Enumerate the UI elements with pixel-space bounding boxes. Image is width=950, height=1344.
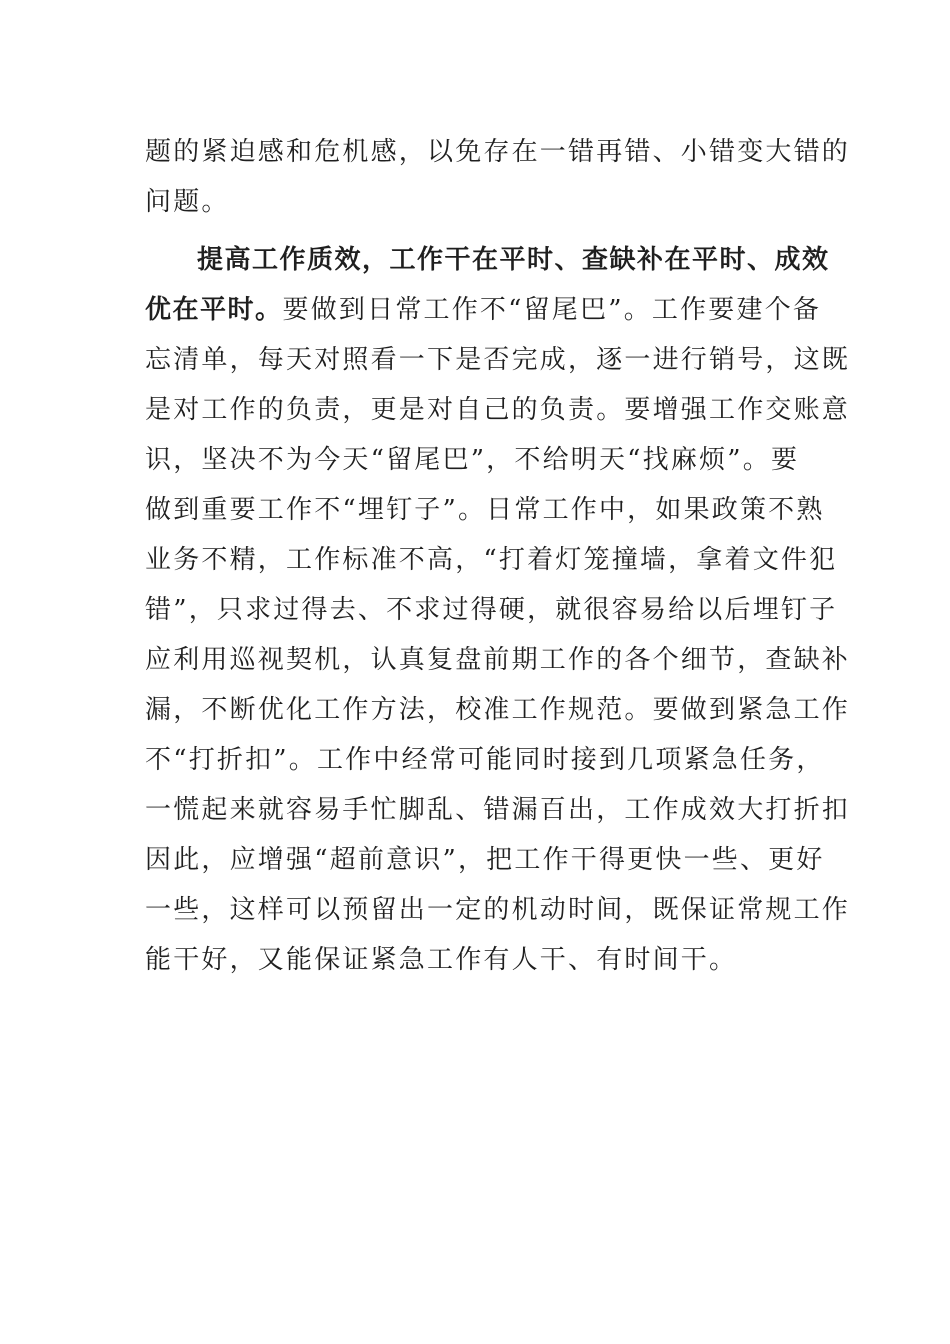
bold-heading-fragment: 优在平时。: [145, 295, 283, 325]
text-line: 业务不精，工作标准不高，“打着灯笼撞墙，拿着文件犯: [145, 545, 838, 575]
text-line: 做到重要工作不“埋钉子”。日常工作中，如果政策不熟: [145, 495, 825, 525]
text-line: 题的紧迫感和危机感，以免存在一错再错、小错变大错的: [145, 137, 851, 167]
text-line: 识，坚决不为今天“留尾巴”，不给明天“找麻烦”。要: [145, 445, 800, 475]
text-line: 问题。: [145, 187, 230, 217]
text-line: 是对工作的负责，更是对自己的负责。要增强工作交账意: [145, 395, 851, 425]
text-line: 能干好，又能保证紧急工作有人干、有时间干。: [145, 945, 738, 975]
text-line: 漏，不断优化工作方法，校准工作规范。要做到紧急工作: [145, 695, 851, 725]
text-line: 因此，应增强“超前意识”，把工作干得更快一些、更好: [145, 845, 825, 875]
text-line: 忘清单，每天对照看一下是否完成，逐一进行销号，这既: [145, 345, 851, 375]
paragraph-spacer: [145, 227, 805, 235]
document-body: [145, 127, 851, 985]
text-line: 错”，只求过得去、不求过得硬，就很容易给以后埋钉子: [145, 595, 838, 625]
text-line: 不“打折扣”。工作中经常可能同时接到几项紧急任务，: [145, 745, 825, 775]
text-line: 一些，这样可以预留出一定的机动时间，既保证常规工作: [145, 895, 851, 925]
text-line: 一慌起来就容易手忙脚乱、错漏百出，工作成效大打折扣: [145, 795, 851, 825]
text-fragment: 要做到日常工作不“留尾巴”。工作要建个备: [282, 295, 822, 325]
paragraph-1: [145, 127, 851, 227]
text-line: 应利用巡视契机，认真复盘前期工作的各个细节，查缺补: [145, 645, 851, 675]
bold-heading-line: 提高工作质效，工作干在平时、查缺补在平时、成效: [197, 245, 830, 275]
mixed-line: [145, 285, 822, 335]
paragraph-2: [145, 235, 851, 985]
